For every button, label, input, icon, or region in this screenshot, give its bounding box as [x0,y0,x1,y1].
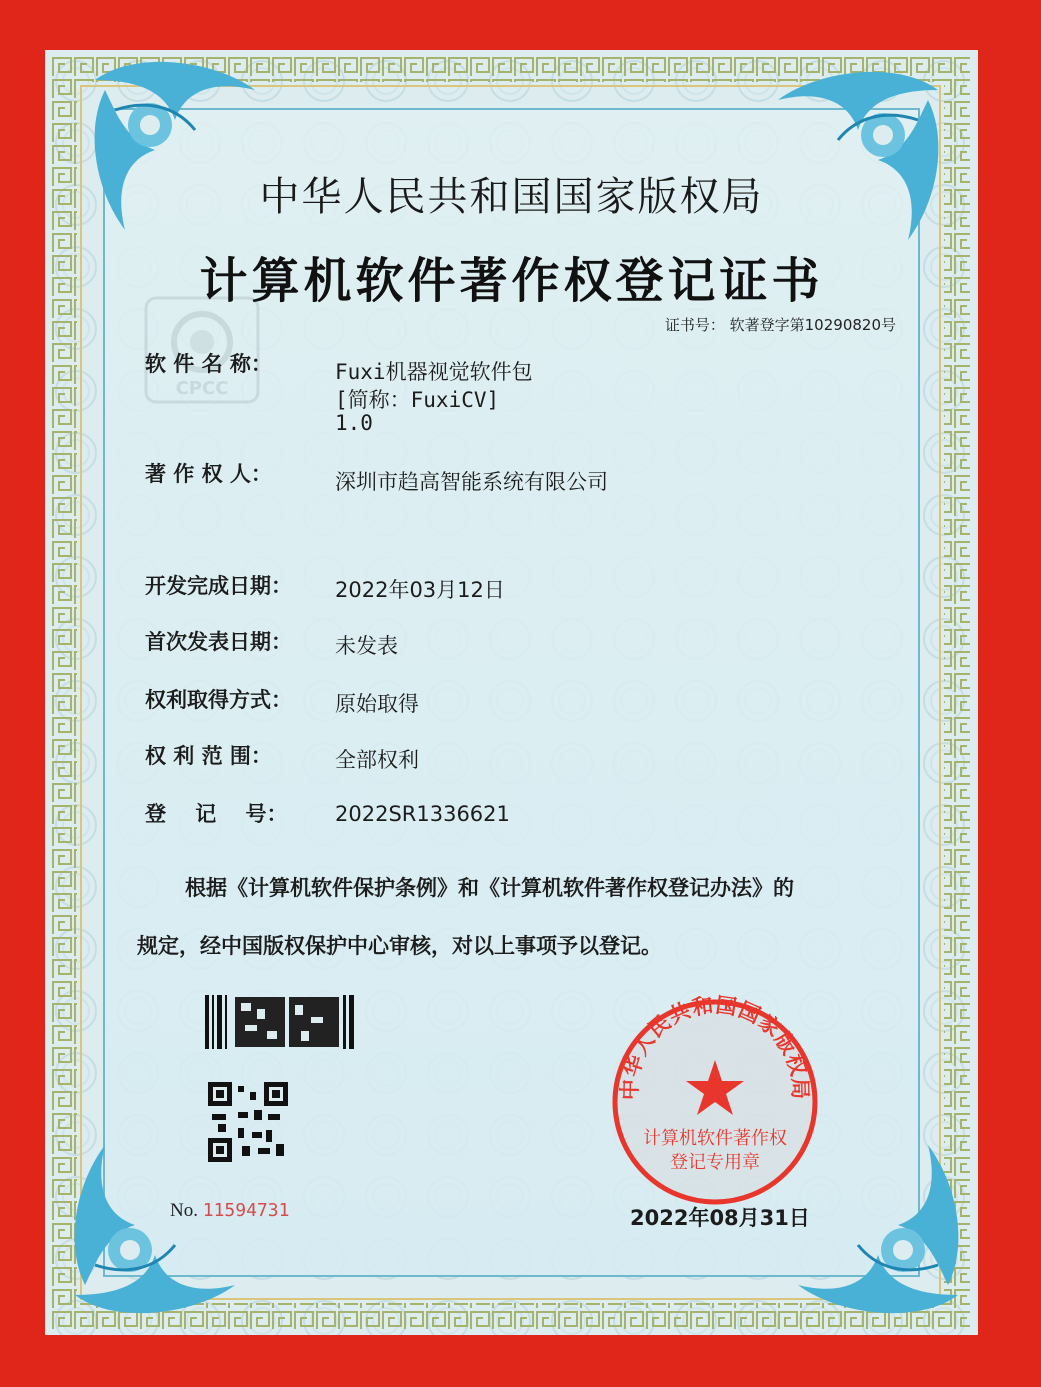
scope-label: 权 利 范 围： [145,744,272,768]
barcode-icon [205,995,355,1049]
software-name-row [145,348,325,378]
serial-prefix: No. [170,1200,198,1221]
statement-line-1: 根据《计算机软件保护条例》和《计算机软件著作权登记办法》的 [185,876,794,900]
software-name-value: Fuxi机器视觉软件包 [335,360,533,384]
svg-text:中华人民共和国国家版权局: 中华人民共和国国家版权局 [617,992,813,1101]
first-publication-label: 首次发表日期： [145,630,292,654]
software-version: 1.0 [335,411,373,435]
completion-date-row [145,570,325,600]
certificate-sheet [45,50,978,1335]
registration-row [145,798,325,828]
first-publication-row [145,626,325,656]
statement-line-2: 规定，经中国版权保护中心审核，对以上事项予以登记。 [137,934,662,958]
owner-row [145,458,325,488]
issue-date: 2022年08月31日 [630,1206,810,1230]
acquisition-row [145,684,325,714]
completion-date-value: 2022年03月12日 [335,578,505,602]
owner-value: 深圳市趋高智能系统有限公司 [335,470,608,494]
scope-value: 全部权利 [335,748,419,772]
scope-row [145,740,325,770]
svg-text:计算机软件著作权: 计算机软件著作权 [643,1128,787,1149]
qr-code-icon [208,1082,288,1162]
svg-text:CPCC: CPCC [175,378,229,399]
first-publication-value: 未发表 [335,634,398,658]
svg-text:登记专用章: 登记专用章 [670,1152,760,1173]
official-seal-icon [605,992,825,1212]
registration-label: 登 记 号： [145,802,288,826]
serial-number [170,1200,289,1222]
software-short-name: [简称：FuxiCV] [335,388,500,412]
completion-date-label: 开发完成日期： [145,574,292,598]
certificate-number: 证书号： 软著登字第10290820号 [664,316,896,334]
corner-ornament-icon [758,60,958,260]
authority-title: 中华人民共和国国家版权局 [259,174,764,220]
registration-value: 2022SR1336621 [335,802,510,826]
serial-value: 11594731 [202,1200,290,1221]
acquisition-value: 原始取得 [335,692,419,716]
acquisition-label: 权利取得方式： [145,688,292,712]
certificate-title: 计算机软件著作权登记证书 [199,253,824,309]
owner-label: 著 作 权 人： [145,462,272,486]
software-name-label: 软 件 名 称： [145,352,272,376]
